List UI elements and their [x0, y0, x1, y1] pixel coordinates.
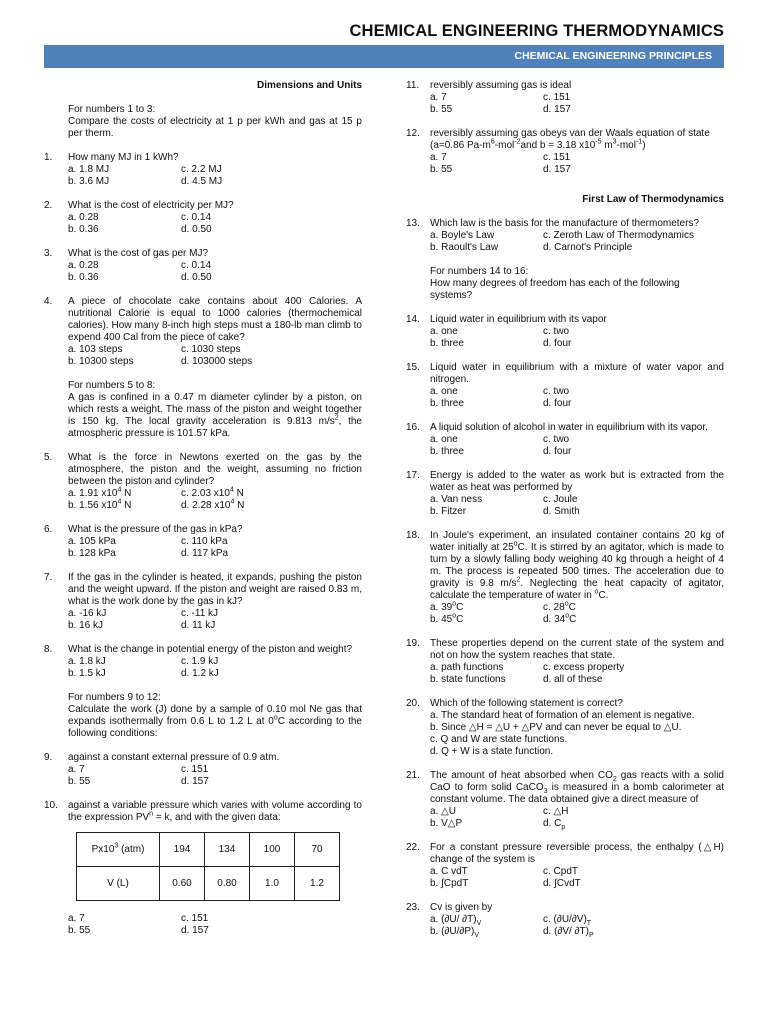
option-a: a. C vdT — [430, 866, 468, 877]
option-c: c. 2.03 $x10^4$ N — [181, 486, 244, 499]
option-a: a. one — [430, 326, 458, 337]
table-cell: 0.80 — [205, 867, 250, 901]
intro-text: A gas is confined in a 0.47 m diameter cylinder by a piston, on which rests a weight. The mass of the piston and weight together is 150 kg. The local gravity acceleration is 9.813 $m/s^2$, the atmospheric pressure is 101.57 kPa. — [68, 392, 362, 439]
question-19 — [406, 638, 724, 686]
option-b: b. 55 — [430, 104, 453, 115]
option-b: b. 3.6 MJ — [68, 176, 110, 187]
option-a: a. 7 — [68, 764, 85, 775]
option-d: d. 1.2 kJ — [181, 668, 219, 679]
option-d: d. Q + W is a state function. — [430, 746, 554, 757]
options — [430, 152, 724, 176]
table-cell: 1.2 — [295, 867, 340, 901]
pressure-volume-table — [76, 832, 340, 901]
question-17 — [406, 470, 724, 518]
option-a: a. 105 kPa — [68, 536, 116, 547]
question-number: 15. — [406, 362, 420, 373]
option-a: a. The standard heat of formation of an element is negative. — [430, 710, 695, 721]
question-number: 18. — [406, 530, 420, 541]
option-d: d. 0.50 — [181, 224, 212, 235]
options — [430, 230, 724, 254]
question-22 — [406, 842, 724, 890]
question-number: 13. — [406, 218, 420, 229]
question-stem: What is the cost of electricity per MJ? — [68, 200, 234, 211]
option-b: b. state functions — [430, 674, 506, 685]
question-number: 17. — [406, 470, 420, 481]
option-a: a. 7 — [68, 913, 85, 924]
option-d: d. 157 — [543, 104, 571, 115]
option-d: d. Smith — [543, 506, 580, 517]
question-number: 23. — [406, 902, 420, 913]
question-3 — [44, 248, 362, 284]
option-d: d. all of these — [543, 674, 603, 685]
options — [68, 260, 362, 284]
options — [68, 913, 362, 937]
option-a: a. 0.28 — [68, 212, 99, 223]
option-b: b. 128 kPa — [68, 548, 116, 559]
question-18 — [406, 530, 724, 626]
question-stem: A piece of chocolate cake contains about 400 Calories. A nutritional Calorie is equal to 1000 calories (thermochemical calories). How many 8-inch high steps must a 180-lb man climb to expend 400 Cal from the piece of cake? — [68, 296, 362, 343]
question-stem: If the gas in the cylinder is heated, it expands, pushing the piston and the weight upward. If the piston and weight are raised 0.83 m, what is the work done by the gas in kJ? — [68, 572, 362, 607]
option-c: c. -11 kJ — [181, 608, 219, 619]
option-d: d. 117 kPa — [181, 548, 229, 559]
options — [68, 212, 362, 236]
option-d: d. four — [543, 446, 572, 457]
option-a: a. 7 — [430, 152, 447, 163]
option-b: b. Fitzer — [430, 506, 467, 517]
question-10 — [44, 800, 362, 937]
option-b: b. three — [430, 446, 464, 457]
question-9 — [44, 752, 362, 788]
table-cell: 1.0 — [250, 867, 295, 901]
option-a: a. -16 kJ — [68, 608, 107, 619]
option-c: c. 1.9 kJ — [181, 656, 219, 667]
options — [68, 656, 362, 680]
option-d: d. 4.5 MJ — [181, 176, 223, 187]
section-heading-first-law: First Law of Thermodynamics — [582, 194, 724, 205]
question-number: 8. — [44, 644, 53, 655]
options — [430, 806, 724, 830]
question-stem: These properties depend on the current state of the system and not on how the system reaches that state. — [430, 638, 724, 661]
question-2 — [44, 200, 362, 236]
table-header-volume: V (L) — [77, 867, 160, 901]
left-column — [44, 80, 362, 949]
intro-text: Calculate the work (J) done by a sample of 0.10 mol Ne gas that expands isothermally from 0.6 L to 1.2 L at 0$^o$C according to the following conditions: — [68, 704, 362, 739]
option-d: d. $C_p$ — [543, 818, 566, 831]
options — [68, 344, 362, 368]
option-c: c. 151 — [543, 152, 571, 163]
option-a: a. 39$^o$C — [430, 600, 464, 613]
option-b: b. 0.36 — [68, 272, 99, 283]
option-b: b. Since △H = △U + △PV and can never be equal to △U. — [430, 722, 682, 733]
question-number: 3. — [44, 248, 53, 259]
question-number: 7. — [44, 572, 53, 583]
table-cell: 134 — [205, 833, 250, 867]
question-16 — [406, 422, 724, 458]
option-a: a. 1.8 kJ — [68, 656, 106, 667]
intro-5-8 — [68, 380, 362, 440]
question-11 — [406, 80, 724, 116]
question-stem: What is the pressure of the gas in kPa? — [68, 524, 243, 535]
options — [430, 602, 724, 626]
question-stem: For a constant pressure reversible process, the enthalpy (△H) change of the system is — [430, 842, 724, 865]
option-b: b. ∫CpdT — [430, 878, 469, 889]
question-stem: Which law is the basis for the manufacture of thermometers? — [430, 218, 700, 229]
option-d: d. four — [543, 338, 572, 349]
option-b: b. 10300 steps — [68, 356, 134, 367]
option-a: a. 1.8 MJ — [68, 164, 110, 175]
question-number: 1. — [44, 152, 53, 163]
option-a: a. 1.91 $x10^4$ N — [68, 486, 132, 499]
option-c: c. two — [543, 434, 570, 445]
options — [430, 914, 724, 938]
question-5 — [44, 452, 362, 512]
option-a: a. 7 — [430, 92, 447, 103]
options — [430, 866, 724, 890]
options — [430, 434, 724, 458]
option-b: b. 55 — [68, 925, 91, 936]
option-d: d. 157 — [181, 776, 209, 787]
option-d: d. 2.28 $x10^4$ N — [181, 498, 245, 511]
table-cell: 70 — [295, 833, 340, 867]
options — [68, 536, 362, 560]
question-stem: What is the change in potential energy of the piston and weight? — [68, 644, 353, 655]
option-b: b. three — [430, 398, 464, 409]
option-c: c. 0.14 — [181, 260, 212, 271]
options — [68, 764, 362, 788]
question-number: 20. — [406, 698, 420, 709]
question-number: 22. — [406, 842, 420, 853]
options — [430, 386, 724, 410]
intro-label: For numbers 14 to 16: — [430, 266, 529, 277]
question-23 — [406, 902, 724, 938]
option-c: c. two — [543, 326, 570, 337]
option-b: b. 55 — [430, 164, 453, 175]
question-number: 4. — [44, 296, 53, 307]
question-8 — [44, 644, 362, 680]
option-c: c. $(\partial U/\partial V)_T$ — [543, 914, 592, 927]
table-cell: 0.60 — [160, 867, 205, 901]
option-d: d. four — [543, 398, 572, 409]
question-stem: What is the force in Newtons exerted on the gas by the atmosphere, the piston and the weight, assuming no friction between the piston and cylinder? — [68, 452, 362, 487]
question-number: 2. — [44, 200, 53, 211]
option-c: c. 2.2 MJ — [181, 164, 222, 175]
option-b: b. $(\partial U/\partial P)_V$ — [430, 926, 480, 939]
option-c: c. Zeroth Law of Thermodynamics — [543, 230, 694, 241]
intro-text: Compare the costs of electricity at 1 p per kWh and gas at 15 p per therm. — [68, 116, 362, 139]
question-20 — [406, 698, 724, 758]
question-6 — [44, 524, 362, 560]
option-a: a. Van ness — [430, 494, 483, 505]
section-banner: CHEMICAL ENGINEERING PRINCIPLES — [44, 45, 724, 68]
section-heading-dimensions: Dimensions and Units — [256, 80, 362, 91]
intro-label: For numbers 9 to 12: — [68, 692, 161, 703]
option-c: c. 28$^o$C — [543, 600, 576, 613]
option-d: d. Carnot's Principle — [543, 242, 633, 253]
options — [430, 326, 724, 350]
option-d: d. ∫CvdT — [543, 878, 581, 889]
table-cell: 100 — [250, 833, 295, 867]
question-number: 10. — [44, 800, 58, 811]
table-cell: 194 — [160, 833, 205, 867]
option-d: d. 34$^o$C — [543, 612, 577, 625]
option-d: d. (∂V/ $\partial T)_P$ — [543, 926, 594, 939]
table-row — [77, 867, 340, 901]
document-title: CHEMICAL ENGINEERING THERMODYNAMICS — [349, 22, 724, 40]
option-a: a. Boyle's Law — [430, 230, 495, 241]
option-a: a. 103 steps — [68, 344, 123, 355]
options — [430, 494, 724, 518]
question-stem: Liquid water in equilibrium with a mixture of water vapor and nitrogen. — [430, 362, 724, 385]
option-b: b. 16 kJ — [68, 620, 104, 631]
question-stem: Energy is added to the water as work but is extracted from the water as heat was performed by — [430, 470, 724, 493]
options — [68, 164, 362, 188]
table-header-pressure: $Px10^3$ (atm) — [77, 833, 160, 867]
options — [68, 488, 362, 512]
intro-text: How many degrees of freedom has each of the following systems? — [430, 278, 680, 301]
question-number: 6. — [44, 524, 53, 535]
question-stem: What is the cost of gas per MJ? — [68, 248, 209, 259]
question-stem: Which of the following statement is correct? — [430, 698, 623, 709]
question-stem: reversibly assuming gas obeys van der Waals equation of state — [430, 128, 710, 139]
option-b: b. V△P — [430, 818, 463, 829]
option-c: c. 151 — [543, 92, 571, 103]
table-row — [77, 833, 340, 867]
question-number: 9. — [44, 752, 53, 763]
option-c: c. 110 kPa — [181, 536, 228, 547]
question-stem: The amount of heat absorbed when $CO_2$ gas reacts with a solid CaO to form solid CaCO$_3$ is measured in a bomb calorimeter at constant volume. The data obtained give a direct measure of — [430, 770, 724, 805]
option-c: c. CpdT — [543, 866, 579, 877]
question-stem: against a constant external pressure of 0.9 atm. — [68, 752, 280, 763]
question-4 — [44, 296, 362, 368]
option-d: d. 103000 steps — [181, 356, 253, 367]
question-1 — [44, 152, 362, 188]
question-13 — [406, 218, 724, 254]
option-c: c. 151 — [181, 764, 209, 775]
question-number: 19. — [406, 638, 420, 649]
intro-1-3 — [68, 104, 362, 140]
question-14 — [406, 314, 724, 350]
question-number: 16. — [406, 422, 420, 433]
option-d: d. 157 — [543, 164, 571, 175]
question-stem: A liquid solution of alcohol in water in equilibrium with its vapor. — [430, 422, 708, 433]
option-a: a. one — [430, 386, 458, 397]
intro-label: For numbers 1 to 3: — [68, 104, 156, 115]
intro-9-12 — [68, 692, 362, 740]
option-c: c. 1030 steps — [181, 344, 241, 355]
option-c: c. Q and W are state functions. — [430, 734, 568, 745]
question-number: 21. — [406, 770, 420, 781]
option-c: c. two — [543, 386, 570, 397]
option-b: b. three — [430, 338, 464, 349]
question-number: 5. — [44, 452, 53, 463]
question-15 — [406, 362, 724, 410]
question-21 — [406, 770, 724, 830]
intro-14-16 — [430, 266, 724, 302]
option-a: a. △U — [430, 806, 457, 817]
option-b: b. 55 — [68, 776, 91, 787]
question-number: 12. — [406, 128, 420, 139]
question-stem: reversibly assuming gas is ideal — [430, 80, 572, 91]
option-b: b. Raoult's Law — [430, 242, 499, 253]
option-d: d. 11 kJ — [181, 620, 216, 631]
option-a: a. path functions — [430, 662, 504, 673]
option-d: d. 157 — [181, 925, 209, 936]
option-a: a. 0.28 — [68, 260, 99, 271]
question-7 — [44, 572, 362, 632]
vdw-constants: (a=0.86 $Pa-m^6-mol^{-2}and$ b = 3.18 $x10^{-5}$ $m^3-mol^{-1}$) — [430, 138, 646, 151]
question-stem: In Joule's experiment, an insulated container contains 20 kg of water initially at 25$^o$C. It is stirred by an agitator, which is made to turn by a slowly falling body weighing 40 kg through a height of 4 m. The process is repeated 500 times. The acceleration due to gravity is 9.8 $m/s^2$. Neglecting the heat capacity of agitator, calculate the temperature of water in $^o$C. — [430, 530, 724, 601]
option-b: b. 0.36 — [68, 224, 99, 235]
option-c: c. 0.14 — [181, 212, 212, 223]
question-number: 11. — [406, 80, 420, 91]
option-b: b. 45$^o$C — [430, 612, 464, 625]
option-a: a. (∂U/ $\partial T)_V$ — [430, 914, 482, 927]
option-a: a. one — [430, 434, 458, 445]
question-stem: against a variable pressure which varies with volume according to the expression $PV^n = k$, and with the given data: — [68, 800, 362, 823]
option-c: c. △H — [543, 806, 569, 817]
option-c: c. Joule — [543, 494, 578, 505]
question-stem: How many MJ in 1 kWh? — [68, 152, 179, 163]
option-c: c. 151 — [181, 913, 209, 924]
intro-label: For numbers 5 to 8: — [68, 380, 156, 391]
question-number: 14. — [406, 314, 420, 325]
question-stem: Liquid water in equilibrium with its vapor — [430, 314, 607, 325]
option-d: d. 0.50 — [181, 272, 212, 283]
right-column — [406, 80, 724, 950]
question-12 — [406, 128, 724, 176]
option-b: b. 1.56 $x10^4$ N — [68, 498, 132, 511]
question-stem: Cv is given by — [430, 902, 493, 913]
options — [68, 608, 362, 632]
options — [430, 92, 724, 116]
option-b: b. 1.5 kJ — [68, 668, 106, 679]
option-c: c. excess property — [543, 662, 625, 673]
options — [430, 662, 724, 686]
